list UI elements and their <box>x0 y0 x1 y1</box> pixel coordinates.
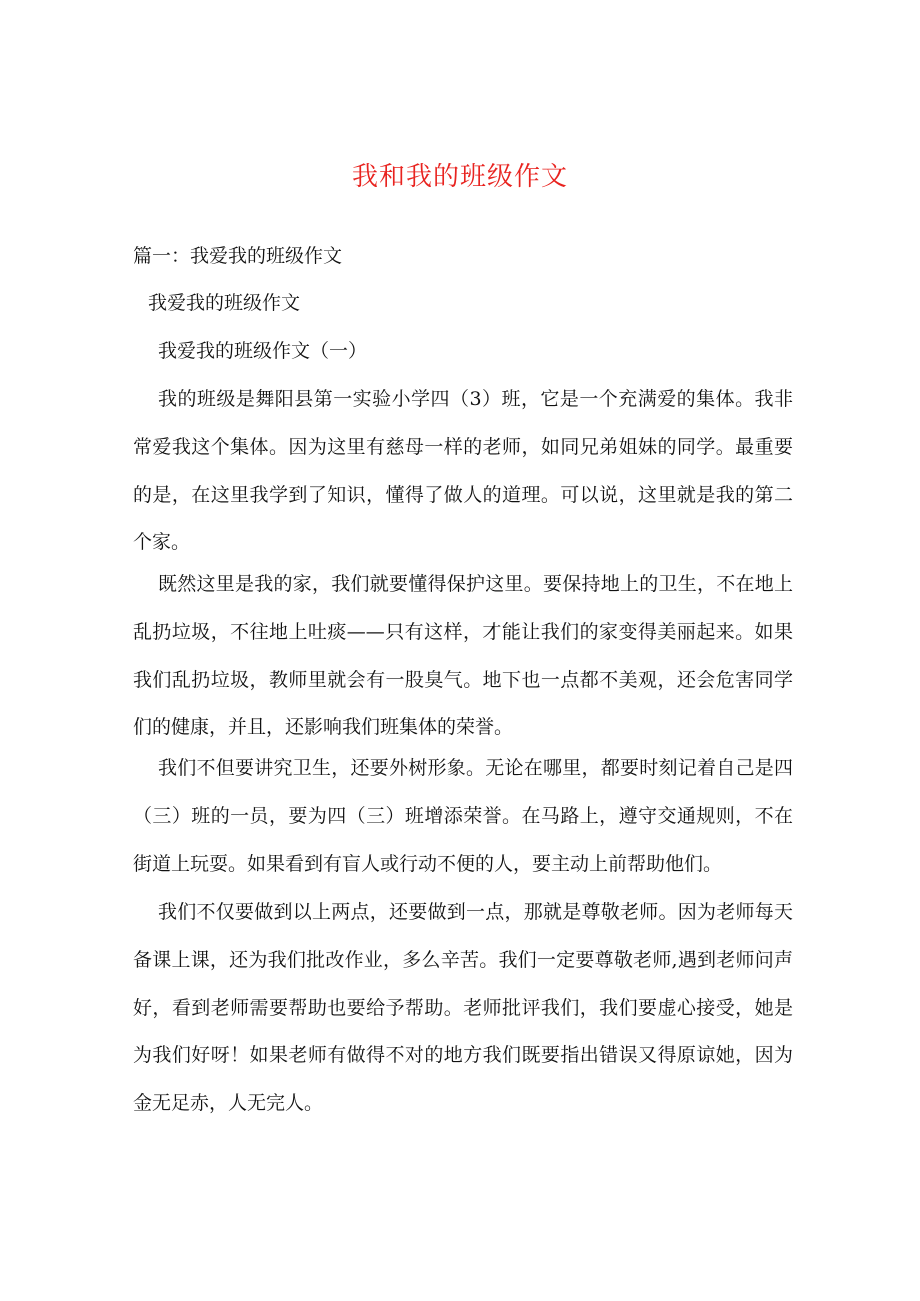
paragraph-1: 我的班级是舞阳县第一实验小学四（3）班，它是一个充满爱的集体。我非常爱我这个集体。因为这里有慈母一样的老师，如同兄弟姐妹的同学。最重要的是，在这里我学到了知识，懂得了做人的道理。可以说，这里就是我的第二个家。 <box>133 388 793 554</box>
essay-subtitle: 我爱我的班级作文 <box>148 292 301 314</box>
paragraph-3: 我们不但要讲究卫生，还要外树形象。无论在哪里，都要时刻记着自己是四（三）班的一员，要为四（三）班增添荣誉。在马路上，遵守交通规则，不在街道上玩耍。如果看到有盲人或行动不便的人，要主动上前帮助他们。 <box>133 757 793 875</box>
paragraph-4: 我们不仅要做到以上两点，还要做到一点，那就是尊敬老师。因为老师每天备课上课，还为我们批改作业，多么辛苦。我们一定要尊敬老师,遇到老师问声好，看到老师需要帮助也要给予帮助。老师批评我们，我们要虚心接受，她是为我们好呀！如果老师有做得不对的地方我们既要指出错误又得原谅她，因为金无足赤，人无完人。 <box>133 901 793 1115</box>
paragraph-2: 既然这里是我的家，我们就要懂得保护这里。要保持地上的卫生，不在地上乱扔垃圾，不往地上吐痰——只有这样，才能让我们的家变得美丽起来。如果我们乱扔垃圾，教师里就会有一股臭气。地下也一点都不美观，还会危害同学们的健康，并且，还影响我们班集体的荣誉。 <box>133 573 793 739</box>
section-heading: 篇一：我爱我的班级作文 <box>133 245 343 267</box>
document-title: 我和我的班级作文 <box>351 162 568 192</box>
part-heading: 我爱我的班级作文（一） <box>158 340 368 362</box>
